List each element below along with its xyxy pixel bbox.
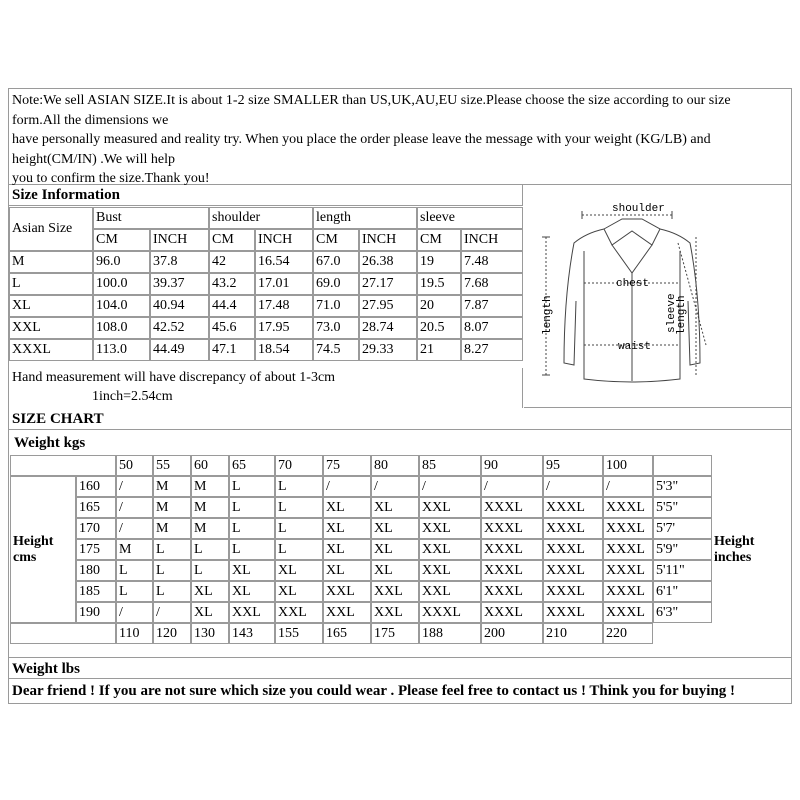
size-value: 39.37 <box>150 273 209 295</box>
size-value: 17.48 <box>255 295 313 317</box>
size-value: 96.0 <box>93 251 150 273</box>
height-inch-value: 6'1" <box>653 581 712 602</box>
size-cell: / <box>323 476 371 497</box>
size-cell: L <box>275 539 323 560</box>
size-cell: XXXL <box>543 518 603 539</box>
size-cell: XL <box>191 581 229 602</box>
size-value: 104.0 <box>93 295 150 317</box>
size-cell: / <box>543 476 603 497</box>
size-value: 8.07 <box>461 317 523 339</box>
height-cm-value: 165 <box>76 497 116 518</box>
height-cms-label <box>10 476 76 623</box>
size-label: XXL <box>9 317 93 339</box>
weight-lbs-heading: Weight lbs <box>9 657 791 679</box>
size-value: 100.0 <box>93 273 150 295</box>
size-cell: L <box>229 539 275 560</box>
kg-value: 90 <box>481 455 543 476</box>
size-value: 7.48 <box>461 251 523 273</box>
lb-value: 200 <box>481 623 543 644</box>
height-cm-value: 190 <box>76 602 116 623</box>
height-cm-value: 185 <box>76 581 116 602</box>
height-row <box>10 497 756 518</box>
size-cell: XL <box>371 560 419 581</box>
length-label-left: length <box>542 295 554 335</box>
size-cell: XXXL <box>603 539 653 560</box>
size-row <box>9 295 523 317</box>
size-cell: XXXL <box>481 518 543 539</box>
size-cell: XXXL <box>543 602 603 623</box>
size-cell: XL <box>229 581 275 602</box>
kg-value: 65 <box>229 455 275 476</box>
note-line: form.All the dimensions we <box>12 112 169 128</box>
height-cm-value: 170 <box>76 518 116 539</box>
size-value: 20 <box>417 295 461 317</box>
size-cell: XXL <box>419 518 481 539</box>
height-cm-value: 175 <box>76 539 116 560</box>
height-inches-label <box>712 476 756 623</box>
size-value: 19 <box>417 251 461 273</box>
kg-header-row <box>10 455 756 476</box>
size-chart-table <box>10 455 756 644</box>
unit-header: INCH <box>359 229 417 251</box>
height-inch-value: 5'7' <box>653 518 712 539</box>
lb-value: 220 <box>603 623 653 644</box>
size-value: 45.6 <box>209 317 255 339</box>
height-inch-value: 5'3" <box>653 476 712 497</box>
size-value: 17.01 <box>255 273 313 295</box>
unit-header: CM <box>93 229 150 251</box>
kg-value: 60 <box>191 455 229 476</box>
size-cell: / <box>481 476 543 497</box>
size-cell: / <box>116 476 153 497</box>
size-row <box>9 273 523 295</box>
size-information-table <box>9 207 523 361</box>
size-value: 40.94 <box>150 295 209 317</box>
size-cell: / <box>116 602 153 623</box>
size-cell: XL <box>323 560 371 581</box>
size-cell: XXXL <box>543 581 603 602</box>
size-cell: XXL <box>371 581 419 602</box>
size-value: 27.95 <box>359 295 417 317</box>
size-value: 7.68 <box>461 273 523 295</box>
size-cell: / <box>419 476 481 497</box>
size-cell: / <box>116 497 153 518</box>
lb-value: 110 <box>116 623 153 644</box>
size-cell: / <box>603 476 653 497</box>
shoulder-label: shoulder <box>612 203 665 215</box>
size-cell: XXXL <box>603 602 653 623</box>
sleeve-header: sleeve <box>417 207 523 229</box>
size-value: 47.1 <box>209 339 255 361</box>
size-value: 20.5 <box>417 317 461 339</box>
size-cell: M <box>153 476 191 497</box>
height-cm-value: 160 <box>76 476 116 497</box>
size-cell: L <box>191 560 229 581</box>
size-note <box>9 89 791 185</box>
size-cell: XXXL <box>481 497 543 518</box>
size-cell: XXL <box>229 602 275 623</box>
size-value: 8.27 <box>461 339 523 361</box>
height-row <box>10 518 756 539</box>
blank-cell <box>653 455 712 476</box>
height-inch-value: 5'5" <box>653 497 712 518</box>
sleeve-label: sleeve <box>666 293 678 333</box>
size-cell: XXL <box>275 602 323 623</box>
size-cell: XXXL <box>481 560 543 581</box>
note-line: have personally measured and reality try. When you place the order please leave the message with your weight (KG/LB) and <box>12 132 711 147</box>
size-cell: M <box>191 476 229 497</box>
height-inch-value: 5'9" <box>653 539 712 560</box>
height-row <box>10 476 756 497</box>
kg-value: 50 <box>116 455 153 476</box>
size-cell: M <box>153 497 191 518</box>
size-value: 18.54 <box>255 339 313 361</box>
size-cell: XXXL <box>481 602 543 623</box>
size-cell: L <box>153 539 191 560</box>
size-cell: XL <box>275 581 323 602</box>
size-cell: XXXL <box>603 581 653 602</box>
size-cell: L <box>229 497 275 518</box>
lbs-row <box>10 623 756 644</box>
size-row <box>9 339 523 361</box>
height-row <box>10 581 756 602</box>
size-cell: XL <box>323 539 371 560</box>
kg-value: 75 <box>323 455 371 476</box>
size-value: 28.74 <box>359 317 417 339</box>
size-cell: L <box>153 581 191 602</box>
size-cell: XXL <box>371 602 419 623</box>
size-cell: XXL <box>323 602 371 623</box>
size-value: 74.5 <box>313 339 359 361</box>
height-row <box>10 539 756 560</box>
size-row <box>9 251 523 273</box>
note-line: you to confirm the size.Thank you! <box>12 171 210 186</box>
lb-value: 120 <box>153 623 191 644</box>
shoulder-header: shoulder <box>209 207 313 229</box>
note-line: height(CM/IN) .We will help <box>12 151 175 167</box>
size-notes <box>9 368 523 408</box>
size-value: 16.54 <box>255 251 313 273</box>
size-value: 19.5 <box>417 273 461 295</box>
size-value: 27.17 <box>359 273 417 295</box>
size-value: 7.87 <box>461 295 523 317</box>
size-cell: XXXL <box>603 518 653 539</box>
height-inch-value: 5'11" <box>653 560 712 581</box>
size-cell: M <box>191 497 229 518</box>
height-cms-label-line: Height <box>13 534 54 550</box>
lb-value: 175 <box>371 623 419 644</box>
note-line: Note:We sell ASIAN SIZE.It is about 1-2 size SMALLER than US,UK,AU,EU size.Please choose the size according to our size <box>12 93 731 108</box>
weight-kgs-heading: Weight kgs <box>14 435 86 451</box>
size-value: 37.8 <box>150 251 209 273</box>
unit-header: CM <box>417 229 461 251</box>
size-value: 17.95 <box>255 317 313 339</box>
size-cell: M <box>116 539 153 560</box>
size-cell: XXL <box>419 560 481 581</box>
bust-header: Bust <box>93 207 209 229</box>
size-cell: XXXL <box>481 581 543 602</box>
size-cell: XL <box>323 497 371 518</box>
size-value: 44.49 <box>150 339 209 361</box>
size-label: XL <box>9 295 93 317</box>
size-value: 42.52 <box>150 317 209 339</box>
blank-cell <box>10 623 116 644</box>
size-information-heading: Size Information <box>9 185 523 206</box>
size-label: L <box>9 273 93 295</box>
size-cell: XL <box>371 497 419 518</box>
size-cell: L <box>191 539 229 560</box>
lb-value: 155 <box>275 623 323 644</box>
size-value: 67.0 <box>313 251 359 273</box>
size-cell: XL <box>371 539 419 560</box>
blank-cell <box>10 455 116 476</box>
chest-label: chest <box>616 278 650 290</box>
size-value: 108.0 <box>93 317 150 339</box>
size-cell: XXXL <box>481 539 543 560</box>
size-cell: L <box>229 518 275 539</box>
size-value: 26.38 <box>359 251 417 273</box>
size-cell: XXL <box>419 581 481 602</box>
size-cell: XL <box>323 518 371 539</box>
size-cell: L <box>153 560 191 581</box>
size-value: 43.2 <box>209 273 255 295</box>
size-cell: L <box>275 518 323 539</box>
inch-conversion-note: 1inch=2.54cm <box>92 389 173 404</box>
size-cell: M <box>191 518 229 539</box>
size-cell: L <box>229 476 275 497</box>
footer-message: Dear friend ! If you are not sure which size you could wear . Please feel free to contact us ! Think you for buying ! <box>12 683 736 699</box>
size-chart-heading: SIZE CHART <box>9 408 791 430</box>
size-cell: XL <box>275 560 323 581</box>
size-value: 44.4 <box>209 295 255 317</box>
size-cell: XL <box>229 560 275 581</box>
size-value: 71.0 <box>313 295 359 317</box>
discrepancy-note: Hand measurement will have discrepancy of about 1-3cm <box>12 370 336 385</box>
size-cell: XXXL <box>543 497 603 518</box>
size-cell: XXL <box>323 581 371 602</box>
lb-value: 188 <box>419 623 481 644</box>
lb-value: 210 <box>543 623 603 644</box>
size-label: XXXL <box>9 339 93 361</box>
size-row <box>9 317 523 339</box>
size-value: 69.0 <box>313 273 359 295</box>
size-cell: L <box>116 581 153 602</box>
size-cell: / <box>371 476 419 497</box>
size-cell: L <box>275 497 323 518</box>
size-cell: / <box>116 518 153 539</box>
kg-value: 70 <box>275 455 323 476</box>
size-value: 113.0 <box>93 339 150 361</box>
size-cell: XXXL <box>603 560 653 581</box>
height-cms-label-line: cms <box>13 549 37 565</box>
height-inches-label-line: Height <box>714 534 755 550</box>
height-row <box>10 560 756 581</box>
length-label-right: length <box>676 295 688 335</box>
length-header: length <box>313 207 417 229</box>
kg-value: 100 <box>603 455 653 476</box>
asian-size-header: Asian Size <box>9 207 93 251</box>
size-cell: L <box>275 476 323 497</box>
lb-value: 130 <box>191 623 229 644</box>
size-cell: XXL <box>419 497 481 518</box>
lb-value: 165 <box>323 623 371 644</box>
size-cell: XXL <box>419 539 481 560</box>
size-value: 21 <box>417 339 461 361</box>
size-cell: M <box>153 518 191 539</box>
size-value: 29.33 <box>359 339 417 361</box>
waist-label: waist <box>618 341 652 353</box>
size-value: 73.0 <box>313 317 359 339</box>
size-cell: XL <box>191 602 229 623</box>
shirt-measurement-diagram <box>524 185 791 408</box>
kg-value: 80 <box>371 455 419 476</box>
kg-value: 85 <box>419 455 481 476</box>
unit-header: INCH <box>150 229 209 251</box>
size-cell: XXXL <box>543 560 603 581</box>
unit-header: CM <box>313 229 359 251</box>
shirt-diagram-svg <box>524 185 791 407</box>
unit-header: INCH <box>255 229 313 251</box>
height-inch-value: 6'3" <box>653 602 712 623</box>
height-inches-label-line: inches <box>714 549 752 565</box>
size-cell: XL <box>371 518 419 539</box>
kg-value: 95 <box>543 455 603 476</box>
height-row <box>10 602 756 623</box>
height-cm-value: 180 <box>76 560 116 581</box>
size-cell: XXXL <box>603 497 653 518</box>
unit-header: CM <box>209 229 255 251</box>
size-cell: XXXL <box>543 539 603 560</box>
size-label: M <box>9 251 93 273</box>
size-cell: XXXL <box>419 602 481 623</box>
size-cell: L <box>116 560 153 581</box>
size-cell: / <box>153 602 191 623</box>
unit-header: INCH <box>461 229 523 251</box>
kg-value: 55 <box>153 455 191 476</box>
size-value: 42 <box>209 251 255 273</box>
lb-value: 143 <box>229 623 275 644</box>
